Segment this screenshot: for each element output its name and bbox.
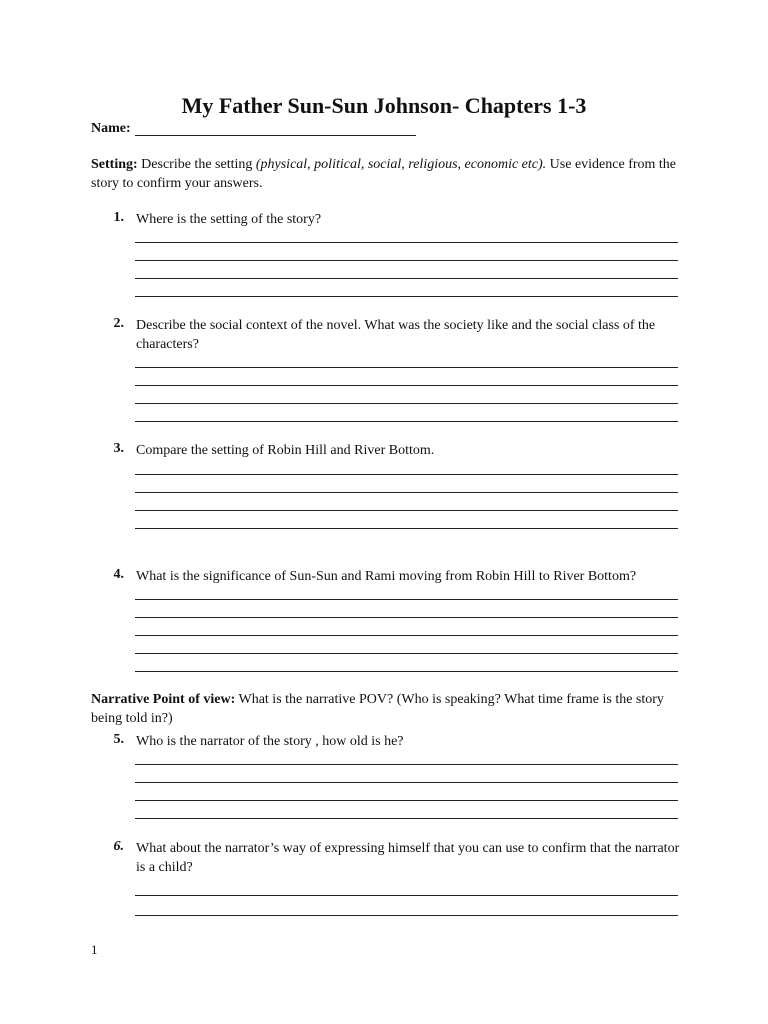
- question-number: 2.: [113, 316, 124, 331]
- question-number: 1.: [113, 210, 124, 225]
- question-text: What about the narrator’s way of expressing himself that you can use to confirm that the narrator is a child?: [136, 841, 680, 875]
- answer-line[interactable]: [135, 782, 678, 783]
- worksheet-title: My Father Sun-Sun Johnson- Chapters 1-3: [181, 93, 587, 118]
- answer-line[interactable]: [135, 764, 678, 765]
- answer-line[interactable]: [135, 915, 678, 916]
- question-number: 5.: [113, 732, 124, 747]
- answer-line[interactable]: [135, 528, 678, 529]
- question-number: 3.: [113, 441, 124, 456]
- name-answer-line[interactable]: [135, 135, 416, 136]
- answer-line[interactable]: [135, 421, 678, 422]
- answer-line[interactable]: [135, 403, 678, 404]
- question-number: 6.: [113, 839, 124, 854]
- setting-label: Setting:: [91, 157, 138, 172]
- question-number: 4.: [113, 567, 124, 582]
- setting-instructions: Setting: Describe the setting (physical, political, social, religious, economic etc). Use evidence from the story to confirm your answers.: [91, 157, 677, 191]
- question-text: Who is the narrator of the story , how old is he?: [136, 734, 404, 749]
- answer-line[interactable]: [135, 818, 678, 819]
- answer-line[interactable]: [135, 260, 678, 261]
- answer-line[interactable]: [135, 617, 678, 618]
- answer-line[interactable]: [135, 895, 678, 896]
- answer-line[interactable]: [135, 367, 678, 368]
- narrative-pov-instructions: Narrative Point of view: What is the narrative POV? (Who is speaking? What time frame is the story being told in?): [91, 692, 664, 726]
- question-text: Compare the setting of Robin Hill and River Bottom.: [136, 443, 435, 458]
- answer-line[interactable]: [135, 800, 678, 801]
- page-number: 1: [91, 942, 98, 957]
- answer-line[interactable]: [135, 278, 678, 279]
- answer-line[interactable]: [135, 635, 678, 636]
- answer-line[interactable]: [135, 653, 678, 654]
- answer-line[interactable]: [135, 599, 678, 600]
- answer-line[interactable]: [135, 296, 678, 297]
- question-text: Describe the social context of the novel. What was the society like and the social class of the characters?: [136, 318, 656, 352]
- answer-line[interactable]: [135, 671, 678, 672]
- narrative-pov-label: Narrative Point of view:: [91, 692, 236, 707]
- question-text: What is the significance of Sun-Sun and Rami moving from Robin Hill to River Bottom?: [136, 569, 637, 584]
- question-text: Where is the setting of the story?: [136, 212, 322, 227]
- answer-line[interactable]: [135, 242, 678, 243]
- answer-line[interactable]: [135, 510, 678, 511]
- name-label: Name:: [91, 121, 131, 136]
- answer-line[interactable]: [135, 492, 678, 493]
- answer-line[interactable]: [135, 385, 678, 386]
- answer-line[interactable]: [135, 474, 678, 475]
